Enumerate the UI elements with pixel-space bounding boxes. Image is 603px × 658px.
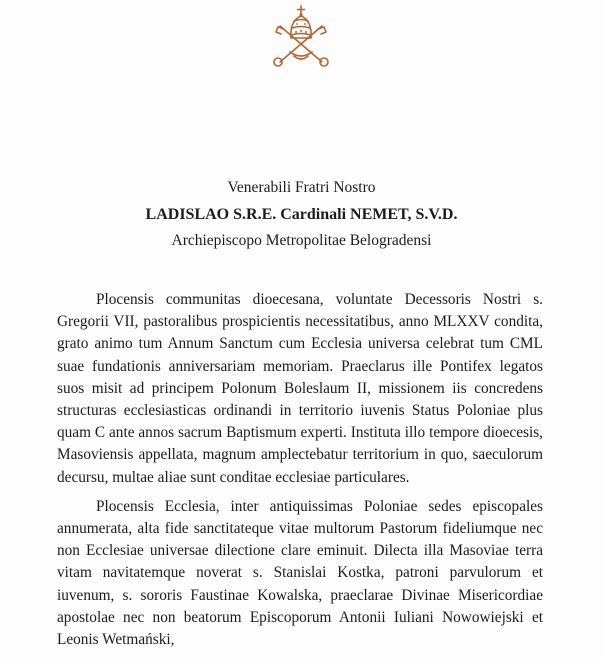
letter-address (0, 176, 603, 253)
paragraph-2: Plocensis Ecclesia, inter antiquissimas Poloniae sedes episcopales annumerata, alta fide sanctitateque vitae multorum Pastorum fideliumque nec non Ecclesiae universae dilectione clare eminuit. Dilecta illa Masoviae terra vitam navitatemque noverat s. Stanislai Kostka, patroni parvulorum et iuvenum, s. sororis Faustinae Kowalska, praeclarae Divinae Misericordiae apostolae nec non beatorum Episcoporum Antonii Iuliani Nowowiejski et Leonis Wetmański, (57, 497, 543, 649)
salutation-line: Venerabili Fratri Nostro (227, 179, 376, 196)
letter-body (57, 289, 543, 651)
paragraph-1: Plocensis communitas dioecesana, voluntate Decessoris Nostri s. Gregorii VII, pastoralibus prospicientis necessitatibus, anno MLXXV condita, grato animo tum Annum Sanctum cum Ecclesia universa celebrat tum CML suae fundationis anniversariam memoriam. Praeclarus ille Pontifex legatos suos misit ad principem Polonum Boleslaum II, missionem iis concredens structuras ecclesiasticas ordinandi in territorio iuvenis Status Poloniae plus quam C ante annos sacrum Baptismum experti. Instituta illo tempore dioecesis, Masoviensis appellata, magnum amplectebatur territorium in quo, saeculorum decursu, multae aliae sunt conditae ecclesiae particulares. (57, 291, 543, 486)
recipient-name: LADISLAO S.R.E. Cardinali NEMET, S.V.D. (145, 206, 458, 223)
recipient-title: Archiepiscopo Metropolitae Belogradensi (171, 232, 432, 249)
papal-coat-of-arms-icon (268, 2, 334, 68)
